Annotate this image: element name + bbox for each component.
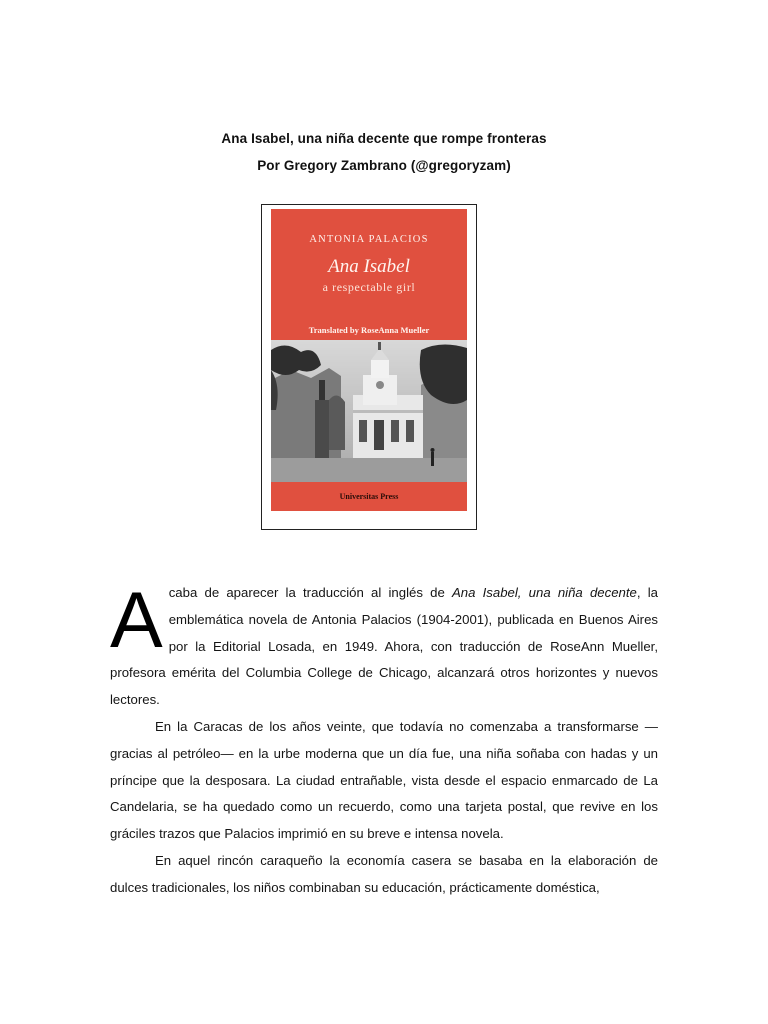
paragraph-2: En la Caracas de los años veinte, que todavía no comenzaba a transformarse —gracias al petróleo— en la urbe moderna que un día fue, una niña soñaba con hadas y un príncipe que la desposara. La ciudad entrañable, vista desde el espacio enmarcado de La Candelaria, se ha quedado como un recuerdo, como una tarjeta postal, que revive en los gráciles trazos que Palacios imprimió en su breve e intensa novela. [110,718,658,842]
paragraph-3: En aquel rincón caraqueño la economía casera se basaba en la elaboración de dulces tradicionales, los niños combinaban su educación, prácticamente doméstica, [110,852,658,895]
cover-publisher: Universitas Press [339,492,399,501]
paragraph-1-rest: , la emblemática novela de Antonia Palacios (1904-2001), publicada en Buenos Aires por la Editorial Losada, en 1949. Ahora, con traducción de RoseAnn Mueller, profesora emérita del Columbia College de Chicago, alcanzará otros horizontes y nuevos lectores. [110,585,659,708]
article-body [110,575,659,902]
article-title: Ana Isabel, una niña decente que rompe fronteras [221,131,547,146]
cover-subtitle: a respectable girl [322,280,416,294]
article-byline: Por Gregory Zambrano (@gregoryzam) [257,158,511,173]
cover-author: ANTONIA PALACIOS [309,234,429,245]
book-cover-frame [261,204,477,530]
cover-title: Ana Isabel [328,256,410,277]
paragraph-1 [110,575,659,714]
drop-cap: A [110,575,163,664]
book-title-italic: Ana Isabel, una niña decente [451,585,637,600]
cover-photo-church [271,340,467,482]
paragraph-1-start: caba de aparecer la traducción al inglés de [168,585,452,600]
cover-translator: Translated by RoseAnna Mueller [308,325,430,335]
book-cover [271,209,467,511]
